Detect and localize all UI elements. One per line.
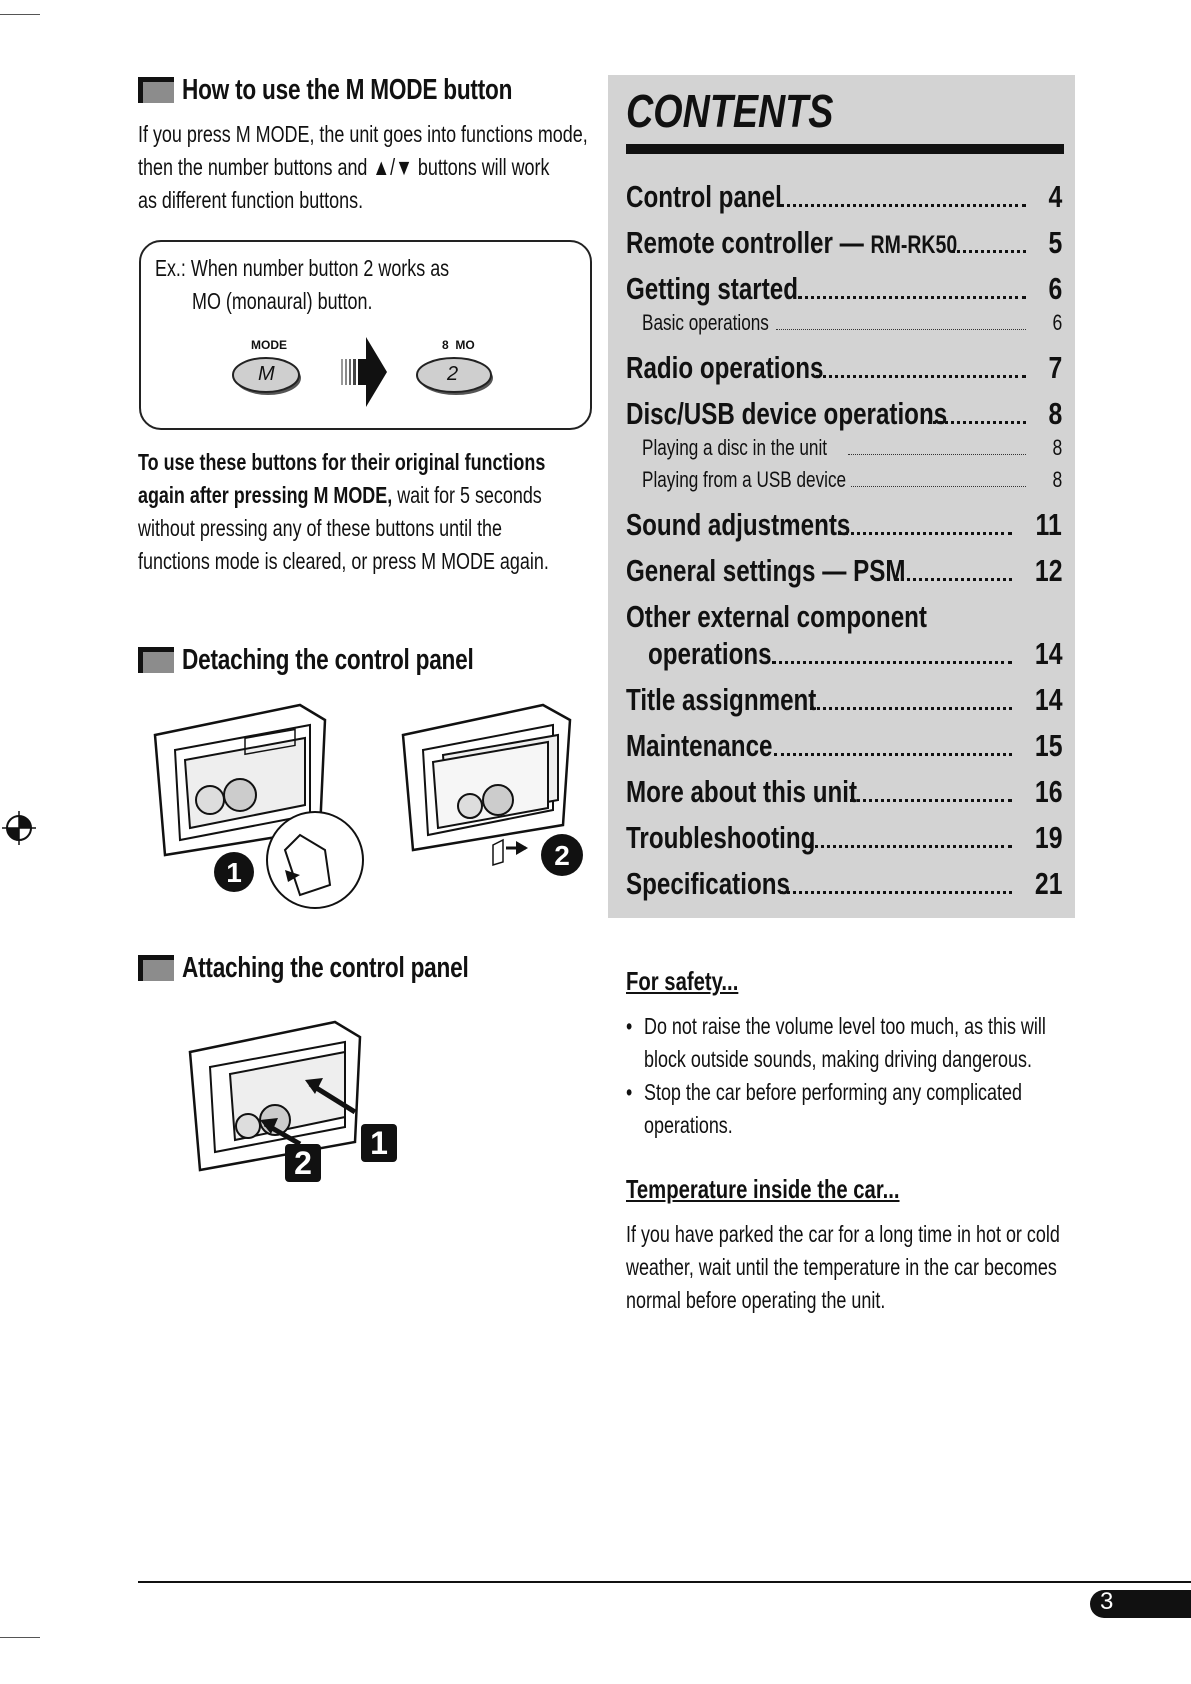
toc-label: Getting started xyxy=(626,271,798,306)
toc-subitem[interactable] xyxy=(626,429,1062,461)
toc-page-number: 8 xyxy=(1052,467,1062,492)
mmode-intro-line-3: as different function buttons. xyxy=(138,187,364,213)
toc-item[interactable] xyxy=(626,175,1062,215)
toc-item-continued[interactable] xyxy=(626,632,1062,672)
temperature-line-2: weather, wait until the temperature in the car becomes xyxy=(626,1254,1057,1280)
toc-page-number: 4 xyxy=(1048,179,1062,214)
registration-mark-icon xyxy=(2,811,36,845)
detach-illustration-step-1 xyxy=(150,700,365,915)
attach-step-1-number: 1 xyxy=(370,1125,388,1161)
toc-item[interactable] xyxy=(626,503,1062,543)
toc-label: Playing a disc in the unit xyxy=(642,435,828,460)
toc-page-number: 8 xyxy=(1052,435,1062,460)
toc-page-number: 5 xyxy=(1048,225,1062,260)
toc-label: Basic operations xyxy=(642,310,769,335)
safety-bullet-1-line-1: Do not raise the volume level too much, as this will xyxy=(644,1013,1046,1039)
mode-button-label: MODE xyxy=(251,338,287,352)
toc-page-number: 7 xyxy=(1048,350,1062,385)
mmode-paragraph-line-3: without pressing any of these buttons until the xyxy=(138,515,503,541)
toc-label: Playing from a USB device xyxy=(642,467,847,492)
safety-bullet-dot: • xyxy=(626,1013,633,1039)
toc-subitem[interactable] xyxy=(626,304,1062,336)
page-number: 3 xyxy=(1100,1588,1114,1615)
toc-label: Control panel xyxy=(626,179,782,214)
8-mo-button-label: 8 MO xyxy=(442,338,475,352)
toc-item[interactable] xyxy=(626,221,1062,261)
safety-bullet-1-line-2: block outside sounds, making driving dangerous. xyxy=(644,1046,1032,1072)
toc-page-number: 14 xyxy=(1034,636,1062,671)
toc-item[interactable] xyxy=(626,770,1062,810)
toc-page-number: 21 xyxy=(1034,866,1062,901)
toc-item[interactable] xyxy=(626,549,1062,589)
section-heading-icon xyxy=(138,955,174,981)
mmode-paragraph-rest-2: wait for 5 seconds xyxy=(392,482,542,508)
detach-step-1-number: 1 xyxy=(226,857,242,888)
toc-label: Maintenance xyxy=(626,728,773,763)
detach-section-title: Detaching the control panel xyxy=(182,644,474,676)
toc-page-number: 16 xyxy=(1034,774,1062,809)
toc-label-model: RM-RK50 xyxy=(870,231,958,259)
detach-illustration-step-2 xyxy=(398,700,593,880)
toc-label: Disc/USB device operations xyxy=(626,396,948,431)
mmode-paragraph-bold-2: again after pressing M MODE, xyxy=(138,482,393,508)
toc-label: Radio operations xyxy=(626,350,824,385)
attach-section-title: Attaching the control panel xyxy=(182,952,469,984)
toc-label-continued: operations xyxy=(648,636,772,671)
temperature-line-3: normal before operating the unit. xyxy=(626,1287,886,1313)
toc-label: General settings — PSM xyxy=(626,553,906,588)
toc-item[interactable] xyxy=(626,267,1062,307)
mmode-intro-line-2: then the number buttons and ▲/▼ buttons will work xyxy=(138,154,550,180)
toc-label: Remote controller — xyxy=(626,225,871,260)
toc-label: Other external component xyxy=(626,599,927,634)
mmode-paragraph-line-1: To use these buttons for their original functions xyxy=(138,449,546,475)
toc-page-number: 19 xyxy=(1034,820,1062,855)
contents-title-rule xyxy=(626,144,1064,154)
crop-mark-top xyxy=(0,14,40,15)
arrow-right-icon xyxy=(341,337,387,407)
attach-illustration xyxy=(185,1012,405,1187)
safety-heading: For safety... xyxy=(626,966,739,996)
toc-item[interactable] xyxy=(626,678,1062,718)
example-line-2: MO (monaural) button. xyxy=(192,288,373,314)
toc-page-number: 14 xyxy=(1034,682,1062,717)
safety-bullet-2-line-1: Stop the car before performing any complicated xyxy=(644,1079,1022,1105)
toc-page-number: 8 xyxy=(1048,396,1062,431)
toc-page-number: 6 xyxy=(1048,271,1062,306)
toc-label: Title assignment xyxy=(626,682,817,717)
example-box xyxy=(139,240,592,430)
safety-bullet-2-line-2: operations. xyxy=(644,1112,733,1138)
toc-page-number: 12 xyxy=(1034,553,1062,588)
toc-label: More about this unit xyxy=(626,774,858,809)
temperature-heading: Temperature inside the car... xyxy=(626,1174,900,1204)
toc-subitem[interactable] xyxy=(626,461,1062,493)
section-heading-icon xyxy=(138,77,174,103)
toc-item[interactable] xyxy=(626,816,1062,856)
mmode-section-title: How to use the M MODE button xyxy=(182,74,513,106)
section-heading-icon xyxy=(138,647,174,673)
toc-item[interactable] xyxy=(626,724,1062,764)
toc-label: Troubleshooting xyxy=(626,820,816,855)
contents-title: CONTENTS xyxy=(626,85,834,137)
2-button-char: 2 xyxy=(447,363,459,385)
safety-bullet-dot: • xyxy=(626,1079,633,1105)
m-button-char: M xyxy=(258,363,275,385)
mmode-paragraph-line-4: functions mode is cleared, or press M MODE again. xyxy=(138,548,549,574)
toc-page-number: 15 xyxy=(1034,728,1062,763)
toc-label: Specifications xyxy=(626,866,790,901)
toc-item[interactable] xyxy=(626,346,1062,386)
toc-item[interactable] xyxy=(626,862,1062,902)
toc-label: Sound adjustments xyxy=(626,507,851,542)
example-line-1: Ex.: When number button 2 works as xyxy=(155,255,450,281)
temperature-line-1: If you have parked the car for a long time in hot or cold xyxy=(626,1221,1060,1247)
crop-mark-bottom xyxy=(0,1637,40,1638)
toc-page-number: 6 xyxy=(1052,310,1062,335)
toc-page-number: 11 xyxy=(1035,507,1062,542)
mmode-intro-line-1: If you press M MODE, the unit goes into functions mode, xyxy=(138,121,588,147)
attach-step-2-number: 2 xyxy=(294,1145,312,1181)
detach-step-2-number: 2 xyxy=(554,840,570,871)
mmode-paragraph-line-2 xyxy=(138,479,542,512)
toc-item[interactable] xyxy=(626,392,1062,432)
footer-rule xyxy=(138,1581,1191,1583)
toc-item[interactable] xyxy=(626,595,1062,635)
